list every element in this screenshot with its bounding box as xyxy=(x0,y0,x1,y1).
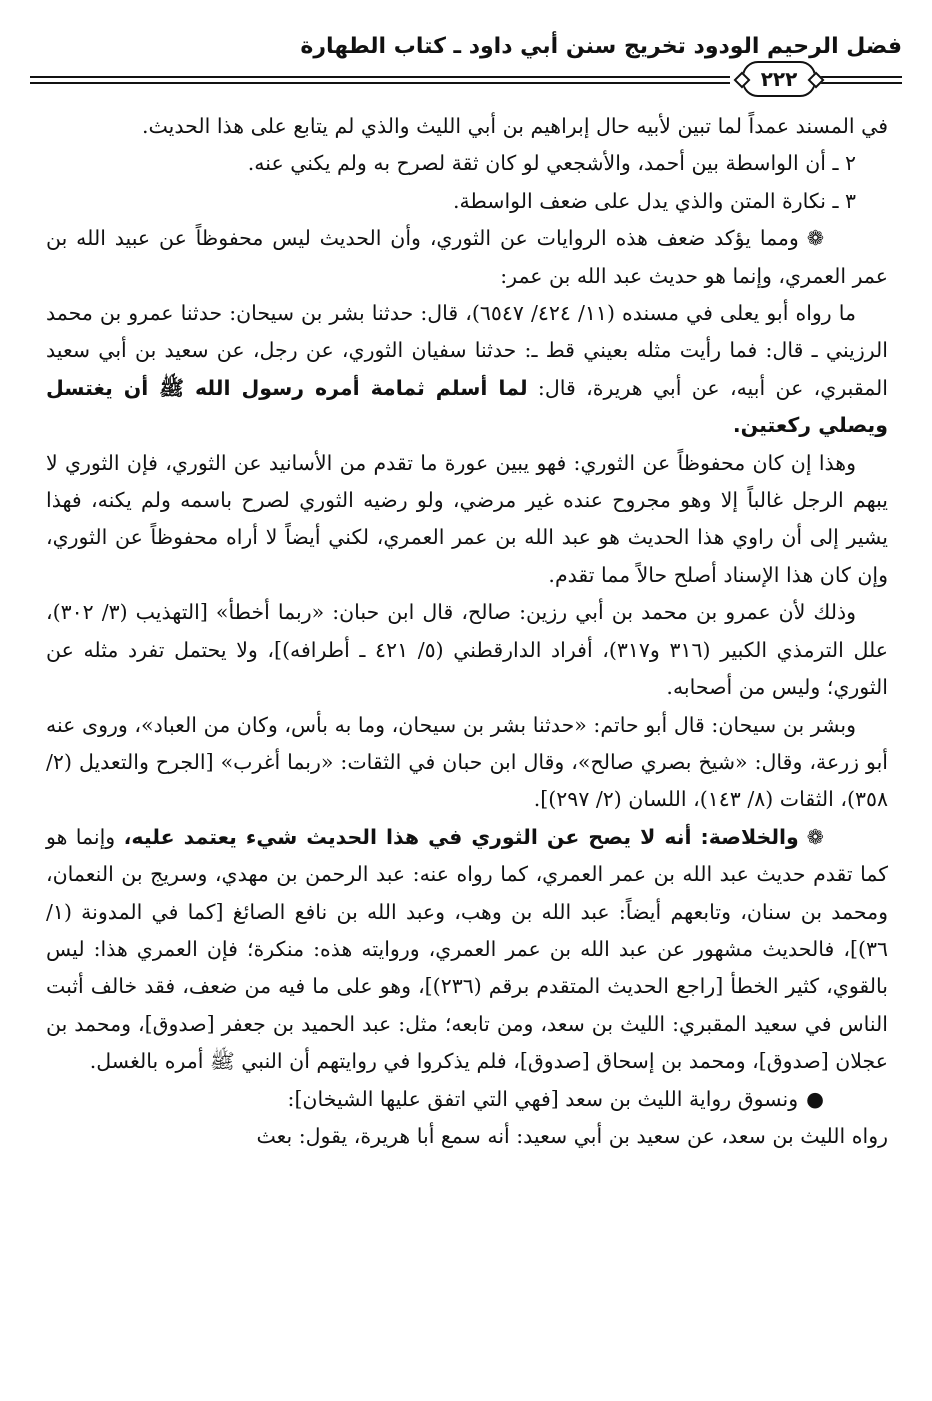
page-number-badge xyxy=(742,61,816,97)
paragraph-text: وذلك لأن عمرو بن محمد بن أبي رزين: صالح، قال ابن حبان: «ربما أخطأ» [التهذيب (٣/ ٣٠٢)، علل الترمذي الكبير (٣١٦ و٣١٧)، أفراد الدارقطني (٥/ ٤٢١ ـ أطرافه)]، ولا يحتمل تفرد مثله عن الثوري؛ وليس من أصحابه. xyxy=(46,600,889,700)
running-title: فضل الرحيم الودود تخريج سنن أبي داود ـ كتاب الطهارة xyxy=(300,34,902,59)
header-rule xyxy=(820,82,902,84)
paragraph xyxy=(46,707,888,819)
paragraph-text: وهذا إن كان محفوظاً عن الثوري: فهو يبين عورة ما تقدم من الأسانيد عن الثوري، فإن الثوري لا يبهم الرجل غالباً إلا وهو مجروح عنده غير مرضي، ولو رضيه الثوري لصرح باسمه ولم يكنه، فهذا يشير إلى أن راوي هذا الحديث هو عبد الله بن عمر العمري، لكني أيضاً لا أراه محفوظاً عن الثوري، وإن كان هذا الإسناد أصلح حالاً مما تقدم. xyxy=(46,450,889,587)
flower-ornament-icon: ❁ xyxy=(806,824,824,849)
paragraph-text: ومما يؤكد ضعف هذه الروايات عن الثوري، وأن الحديث ليس محفوظاً عن عبيد الله بن عمر العمري، وإنما هو حديث عبد الله بن عمر: xyxy=(46,226,888,288)
paragraph xyxy=(46,183,888,220)
paragraph-text: ٣ ـ نكارة المتن والذي يدل على ضعف الواسطة. xyxy=(452,188,856,213)
paragraph-text: وبشر بن سيحان: قال أبو حاتم: «حدثنا بشر بن سيحان، وما به بأس، وكان من العباد»، وروى عنه أبو زرعة، وقال: «شيخ بصري صالح»، وقال ابن حبان في الثقات: «ربما أغرب» [الجرح والتعديل (٢/ ٣٥٨)، الثقات (٨/ ١٤٣)، اللسان (٢/ ٢٩٧)]. xyxy=(46,712,888,812)
header-rule xyxy=(30,82,730,84)
paragraph xyxy=(46,1118,888,1155)
paragraph-text: رواه الليث بن سعد، عن سعيد بن أبي سعيد: أنه سمع أبا هريرة، يقول: بعث xyxy=(256,1123,888,1148)
paragraph xyxy=(46,445,888,595)
paragraph xyxy=(46,145,888,182)
paragraph-text: ٢ ـ أن الواسطة بين أحمد، والأشجعي لو كان ثقة لصرح به ولم يكني عنه. xyxy=(247,151,856,176)
body-text xyxy=(46,108,888,1155)
header-rule xyxy=(30,76,730,78)
paragraph xyxy=(46,1081,888,1118)
paragraph-text: ما رواه أبو يعلى في مسنده (١١/ ٤٢٤/ ٦٥٤٧)، قال: حدثنا بشر بن سيحان: حدثنا عمرو بن محمد الرزيني ـ قال: فما رأيت مثله بعيني قط ـ: حدثنا سفيان الثوري، عن رجل، عن سعيد بن أبي سعيد المقبري، عن أبيه، عن أبي هريرة، قال: xyxy=(46,301,888,400)
flower-ornament-icon: ❁ xyxy=(806,226,824,251)
paragraph xyxy=(46,108,888,145)
paragraph-text: ونسوق رواية الليث بن سعد [فهي التي اتفق عليها الشيخان]: xyxy=(287,1086,799,1111)
paragraph xyxy=(46,295,888,445)
paragraph xyxy=(46,819,888,1081)
paragraph xyxy=(46,220,888,295)
paragraph-text: وإنما هو كما تقدم حديث عبد الله بن عمر العمري، كما رواه عنه: عبد الرحمن بن مهدي، وسريج بن النعمان، ومحمد بن سنان، وتابعهم أيضاً: عبد الله بن وهب، وعبد الله بن نافع الصائغ [كما في المدونة (١/ ٣٦)]، فالحديث مشهور عن عبد الله بن عمر العمري، وروايته هذه: منكرة؛ فإن العمري هذا: ليس بالقوي، كثير الخطأ [راجع الحديث المتقدم برقم (٢٣٦)]، وهو على ما فيه من ضعف، فقد خالف أثبت الناس في سعيد المقبري: الليث بن سعد، ومن تابعه؛ مثل: عبد الحميد بن جعفر [صدوق]، ومحمد بن عجلان [صدوق]، ومحمد بن إسحاق [صدوق]، فلم يذكروا في روايتهم أن النبي ﷺ أمره بالغسل. xyxy=(46,824,888,1074)
header-rule xyxy=(820,76,902,78)
paragraph xyxy=(46,594,888,706)
page-header xyxy=(30,30,902,90)
hadith-matn: لما أسلم ثمامة أمره رسول الله ﷺ أن يغتسل ويصلي ركعتين. xyxy=(46,375,888,438)
summary-lead: والخلاصة: أنه لا يصح عن الثوري في هذا الحديث شيء يعتمد عليه، xyxy=(123,824,799,849)
paragraph-text: في المسند عمداً لما تبين لأبيه حال إبراهيم بن أبي الليث والذي لم يتابع على هذا الحديث. xyxy=(142,114,888,138)
bullet-icon: ● xyxy=(806,1086,824,1111)
page-number: ٢٢٢ xyxy=(760,67,798,91)
